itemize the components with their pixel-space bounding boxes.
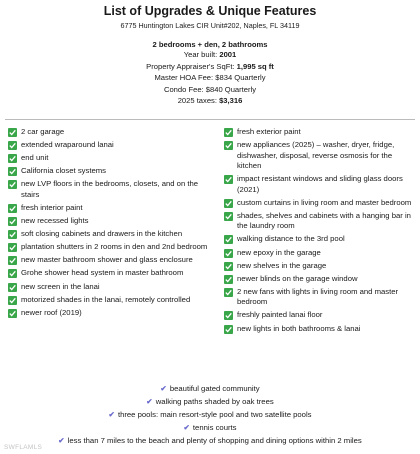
feature-item bbox=[224, 198, 414, 209]
community-feature-text: less than 7 miles to the beach and plenty of shopping and dining options within 2 miles bbox=[67, 436, 362, 445]
feature-text: new LVP floors in the bedrooms, closets, and on the stairs bbox=[21, 179, 199, 199]
feature-text: new screen in the lanai bbox=[21, 281, 100, 291]
section-divider bbox=[5, 119, 415, 120]
feature-text: newer blinds on the garage window bbox=[237, 273, 358, 283]
page-title: List of Upgrades & Unique Features bbox=[103, 4, 317, 18]
feature-item bbox=[8, 295, 208, 306]
feature-text: California closet systems bbox=[21, 166, 107, 176]
checkmark-icon: ✔ bbox=[160, 384, 167, 393]
feature-text: new appliances (2025) – washer, dryer, fridge, dishwasher, disposal, reverse osmosis for the kitchen bbox=[237, 140, 395, 171]
checkbox-icon bbox=[224, 199, 233, 208]
feature-item bbox=[224, 140, 414, 172]
hoa-fee-line: Master HOA Fee: $834 Quarterly bbox=[154, 73, 266, 82]
feature-text: freshly painted lanai floor bbox=[237, 310, 323, 320]
feature-item bbox=[8, 127, 208, 138]
feature-item bbox=[8, 255, 208, 266]
checkmark-icon: ✔ bbox=[183, 423, 190, 432]
feature-item bbox=[8, 216, 208, 227]
checkbox-icon bbox=[8, 296, 17, 305]
feature-item bbox=[224, 310, 414, 321]
checkbox-icon bbox=[224, 212, 233, 221]
feature-text: shades, shelves and cabinets with a hanging bar in the laundry room bbox=[237, 210, 411, 231]
checkmark-icon: ✔ bbox=[146, 397, 153, 406]
feature-text: fresh interior paint bbox=[21, 202, 83, 212]
feature-text: Grohe shower head system in master bathroom bbox=[21, 268, 184, 278]
checkmark-icon: ✔ bbox=[58, 436, 65, 445]
feature-text: new lights in both bathrooms & lanai bbox=[237, 323, 361, 333]
feature-text: new shelves in the garage bbox=[237, 260, 327, 270]
taxes-line: 2025 taxes: $3,316 bbox=[177, 96, 243, 105]
feature-item bbox=[8, 140, 208, 151]
checkbox-icon bbox=[8, 283, 17, 292]
feature-item bbox=[8, 166, 208, 177]
community-feature-item bbox=[0, 434, 420, 447]
right-feature-list bbox=[224, 127, 414, 337]
feature-text: impact resistant windows and sliding glass doors (2021) bbox=[237, 174, 403, 194]
feature-text: new epoxy in the garage bbox=[237, 247, 321, 257]
property-details bbox=[0, 49, 420, 107]
feature-text: plantation shutters in 2 rooms in den and 2nd bedroom bbox=[21, 242, 208, 252]
feature-item bbox=[8, 308, 208, 319]
checkbox-icon bbox=[224, 141, 233, 150]
feature-item bbox=[224, 324, 414, 335]
community-feature-item bbox=[0, 395, 420, 408]
checkbox-icon bbox=[8, 269, 17, 278]
mls-watermark: SWFLAMLS bbox=[4, 444, 43, 451]
feature-text: new recessed lights bbox=[21, 216, 89, 226]
checkbox-icon bbox=[8, 128, 17, 137]
checkbox-icon bbox=[224, 175, 233, 184]
feature-item bbox=[224, 211, 414, 232]
feature-text: end unit bbox=[21, 153, 49, 163]
checkbox-icon bbox=[224, 311, 233, 320]
checkbox-icon bbox=[8, 167, 17, 176]
checkbox-icon bbox=[8, 204, 17, 213]
feature-item bbox=[224, 274, 414, 285]
checkbox-icon bbox=[8, 230, 17, 239]
checkbox-icon bbox=[8, 180, 17, 189]
feature-text: newer roof (2019) bbox=[21, 307, 82, 317]
checkbox-icon bbox=[224, 288, 233, 297]
checkbox-icon bbox=[8, 141, 17, 150]
checkbox-icon bbox=[224, 275, 233, 284]
checkmark-icon: ✔ bbox=[108, 410, 115, 419]
checkbox-icon bbox=[224, 325, 233, 334]
year-built-line: Year built: 2001 bbox=[183, 50, 237, 59]
condo-fee-line: Condo Fee: $840 Quarterly bbox=[163, 84, 257, 94]
feature-text: 2 new fans with lights in living room and master bedroom bbox=[237, 286, 399, 307]
property-address: 6775 Huntington Lakes CIR Unit#202, Naples, FL 34119 bbox=[120, 21, 300, 30]
feature-text: extended wraparound lanai bbox=[21, 140, 114, 150]
header bbox=[0, 4, 420, 107]
sqft-line: Property Appraiser's SqFt: 1,995 sq ft bbox=[146, 61, 274, 71]
checkbox-icon bbox=[224, 235, 233, 244]
checkbox-icon bbox=[224, 128, 233, 137]
left-feature-list bbox=[8, 127, 208, 321]
checkbox-icon bbox=[8, 243, 17, 252]
checkbox-icon bbox=[224, 262, 233, 271]
community-feature-text: beautiful gated community bbox=[169, 384, 260, 393]
feature-item bbox=[224, 234, 414, 245]
feature-item bbox=[8, 203, 208, 214]
checkbox-icon bbox=[8, 309, 17, 318]
checkbox-icon bbox=[8, 217, 17, 226]
feature-text: walking distance to the 3rd pool bbox=[237, 234, 345, 244]
community-feature-item bbox=[0, 421, 420, 434]
feature-item bbox=[224, 287, 414, 308]
feature-item bbox=[8, 268, 208, 279]
community-features bbox=[0, 382, 420, 447]
community-feature-item bbox=[0, 408, 420, 421]
feature-item bbox=[224, 174, 414, 195]
community-feature-text: tennis courts bbox=[192, 423, 237, 432]
checkbox-icon bbox=[8, 154, 17, 163]
feature-item bbox=[8, 282, 208, 293]
feature-item bbox=[224, 248, 414, 259]
feature-item bbox=[8, 229, 208, 240]
feature-text: custom curtains in living room and master bedroom bbox=[237, 197, 412, 207]
feature-text: motorized shades in the lanai, remotely controlled bbox=[21, 294, 191, 304]
feature-item bbox=[8, 153, 208, 164]
checkbox-icon bbox=[8, 256, 17, 265]
feature-item bbox=[224, 127, 414, 138]
feature-text: fresh exterior paint bbox=[237, 127, 301, 136]
feature-text: soft closing cabinets and drawers in the kitchen bbox=[21, 229, 183, 239]
community-feature-text: three pools: main resort-style pool and two satellite pools bbox=[117, 410, 312, 419]
community-feature-item bbox=[0, 382, 420, 395]
feature-item bbox=[8, 242, 208, 253]
bed-bath-summary: 2 bedrooms + den, 2 bathrooms bbox=[152, 40, 268, 49]
feature-text: 2 car garage bbox=[21, 127, 65, 136]
feature-item bbox=[8, 179, 208, 200]
feature-text: new master bathroom shower and glass enclosure bbox=[21, 255, 193, 265]
community-feature-text: walking paths shaded by oak trees bbox=[155, 397, 274, 406]
feature-item bbox=[224, 261, 414, 272]
checkbox-icon bbox=[224, 249, 233, 258]
